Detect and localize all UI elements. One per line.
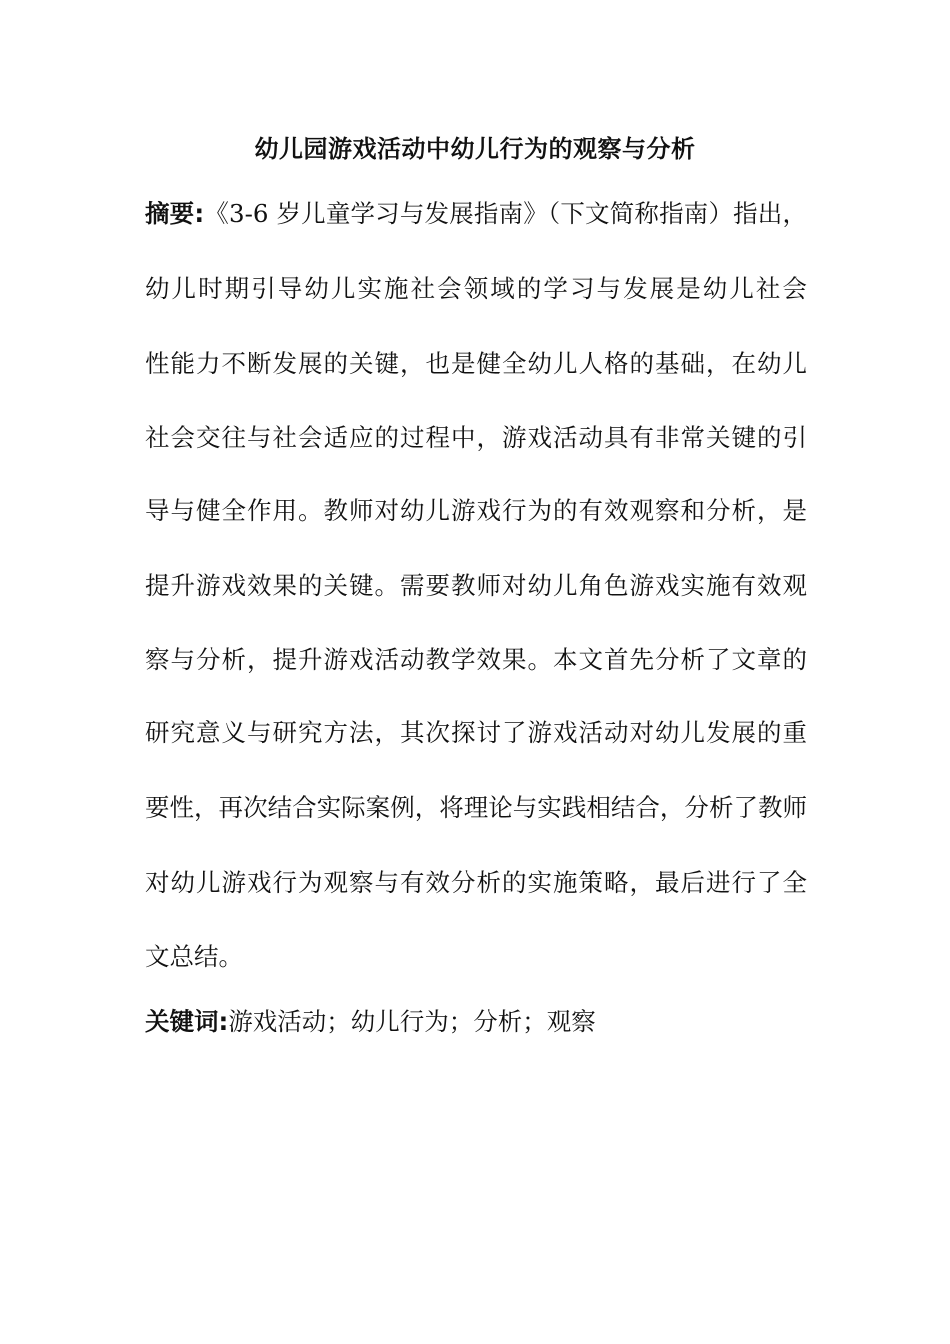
abstract-line-10: 对幼儿游戏行为观察与有效分析的实施策略，最后进行了全: [145, 868, 807, 897]
abstract-text: 《3-6 岁儿童学习与发展指南》（下文简称指南）指出，: [204, 199, 807, 228]
abstract-line-1: [145, 197, 807, 231]
abstract-line-6: 提升游戏效果的关键。需要教师对幼儿角色游戏实施有效观: [145, 571, 807, 600]
abstract-line-8: 研究意义与研究方法，其次探讨了游戏活动对幼儿发展的重: [145, 718, 807, 747]
keywords-text: 游戏活动；幼儿行为；分析；观察: [228, 1007, 596, 1036]
abstract-label: 摘要:: [145, 199, 205, 228]
abstract-line-5: 导与健全作用。教师对幼儿游戏行为的有效观察和分析，是: [145, 496, 807, 525]
document-title: 幼儿园游戏活动中幼儿行为的观察与分析: [254, 135, 696, 163]
abstract-line-11: 文总结。: [145, 942, 243, 971]
abstract-line-2: 幼儿时期引导幼儿实施社会领域的学习与发展是幼儿社会: [145, 274, 807, 303]
abstract-line-9: 要性，再次结合实际案例，将理论与实践相结合，分析了教师: [145, 793, 807, 822]
keywords-line: [145, 1005, 807, 1039]
abstract-line-7: 察与分析，提升游戏活动教学效果。本文首先分析了文章的: [145, 645, 807, 674]
abstract-line-4: 社会交往与社会适应的过程中，游戏活动具有非常关键的引: [145, 423, 807, 452]
abstract-line-3: 性能力不断发展的关键，也是健全幼儿人格的基础，在幼儿: [145, 349, 807, 378]
keywords-label: 关键词:: [145, 1007, 229, 1036]
